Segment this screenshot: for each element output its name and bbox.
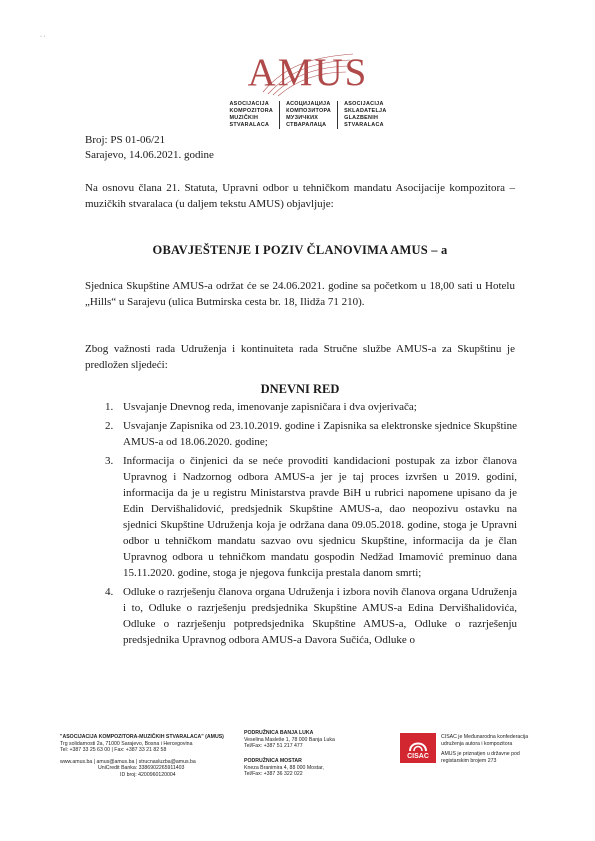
footer-contact-links[interactable]: www.amus.ba | amus@amus.ba | strucnasluzba@amus.ba <box>60 758 196 765</box>
agenda-item: 3. Informacija o činjenici da se neće provoditi kandidacioni postupak za izbor članova Upravnog i Nadzornog odbora AMUS-a jer je taj proces izvršen u 2019. godini, informacija da je u registru Ministarstva pravde BiH u rubrici napomene upisano da je Edin Dervišhalidović, predsjednik Skupštine AMUS-a, dao neopozivu ostavku na sjednici Skupštine Udruženja koja je održana dana 09.05.2018. godine, stoga je Upravni odbor u tehničkom mandatu sazvao ovu sjednicu Skupštine, informacija da je član Upravnog odbora u tehničkom mandatu gospodin Nedžad Imamović preminuo dana 15.11.2020. godine, stoga je njegova funkcija prestala danom smrti; <box>105 455 517 579</box>
logo-column-cyrillic: АСОЦИЈАЦИЈА КОМПОЗИТОРА МУЗИЧКИХ СТВАРАЛАЦА <box>279 101 338 129</box>
agenda-item: 1. Usvajanje Dnevnog reda, imenovanje zapisničara i dva ovjerivača; <box>105 401 417 413</box>
footer-org-info: "ASOCIJACIJA KOMPOZITORA-MUZIČKIH STVARALACA" (AMUS) Trg solidarnosti 2a, 71000 Sarajevo, Bosna i Hercegovina Tel: +387 33 25 63 00 | Fax: +387 33 21 82 58 www.amus.ba | amus@amus.ba | strucnasluzba@amus.ba UniCredit Banka: 3386902265911403 ID broj: 4200960120004 <box>60 734 230 779</box>
logo-column-latin-hr: ASOCIJACIJA SKLADATELJA GLAZBENIH STVARALACA <box>344 101 387 128</box>
cisac-logo <box>400 733 436 763</box>
intro-paragraph: Na osnovu člana 21. Statuta, Upravni odbor u tehničkom mandatu Asocijacije kompozitora – muzičkih stvaralaca (u daljem tekstu AMUS) objavljuje: <box>85 182 515 210</box>
reason-paragraph: Zbog važnosti rada Udruženja i kontinuiteta rada Stručne službe AMUS-a za Skupštinu je predložen sljedeći: <box>85 343 515 371</box>
session-paragraph: Sjednica Skupštine AMUS-a održat će se 24.06.2021. godine sa početkom u 18,00 sati u Hotelu „Hills“ u Sarajevu (ulica Butmirska cesta br. 18, Ilidža 71 210). <box>85 280 515 308</box>
footer-banja-luka: PODRUŽNICA BANJA LUKA Veselina Masleše 1, 78 000 Banja Luka Tel/Fax: +387 51 217 477 <box>244 730 335 750</box>
logo-subtitle <box>228 101 388 129</box>
footer-mostar: PODRUŽNICA MOSTAR Kneza Branimira 4, 88 000 Mostar, Tel/Fax: +387 36 322 022 <box>244 758 324 778</box>
footer-cisac-info: CISAC je Međunarodna konfederacija udruženja autora i kompozitora AMUS je priznatjen u državne pod registarskim brojem 273 <box>441 734 529 764</box>
cisac-emblem-icon <box>400 735 436 755</box>
logo-swirl-icon <box>258 52 358 97</box>
reference-number: Broj: PS 01-06/21 <box>85 134 166 146</box>
logo-column-latin-bs: ASOCIJACIJA KOMPOZITORA MUZIČKIH STVARALACA <box>229 101 274 128</box>
corner-mark: · · <box>40 34 46 40</box>
document-title: OBAVJEŠTENJE I POZIV ČLANOVIMA AMUS – a <box>152 243 448 257</box>
agenda-item: 4. Odluke o razrješenju članova organa Udruženja i izbora novih članova organa Udruženja i to, Odluke o razrješenju predsjednika Skupštine AMUS-a Edina Dervišhalidovića, Odluke o razrješenju potpredsjednika Skupštine AMUS-a, Odluke o razrješenju predsjednika Upravnog odbora AMUS-a Davora Sučića, Odluke o <box>105 586 517 646</box>
amus-logo-wordmark: AMUS <box>247 51 369 94</box>
agenda-list <box>105 399 517 651</box>
document-date: Sarajevo, 14.06.2021. godine <box>85 148 214 161</box>
agenda-item: 2. Usvajanje Zapisnika od 23.10.2019. godine i Zapisnika sa elektronske sjednice Skupštine AMUS-a od 18.06.2020. godine; <box>105 420 517 448</box>
document-reference <box>85 133 214 162</box>
agenda-heading: DNEVNI RED <box>260 382 340 396</box>
cisac-logo-text: CISAC <box>407 753 429 760</box>
